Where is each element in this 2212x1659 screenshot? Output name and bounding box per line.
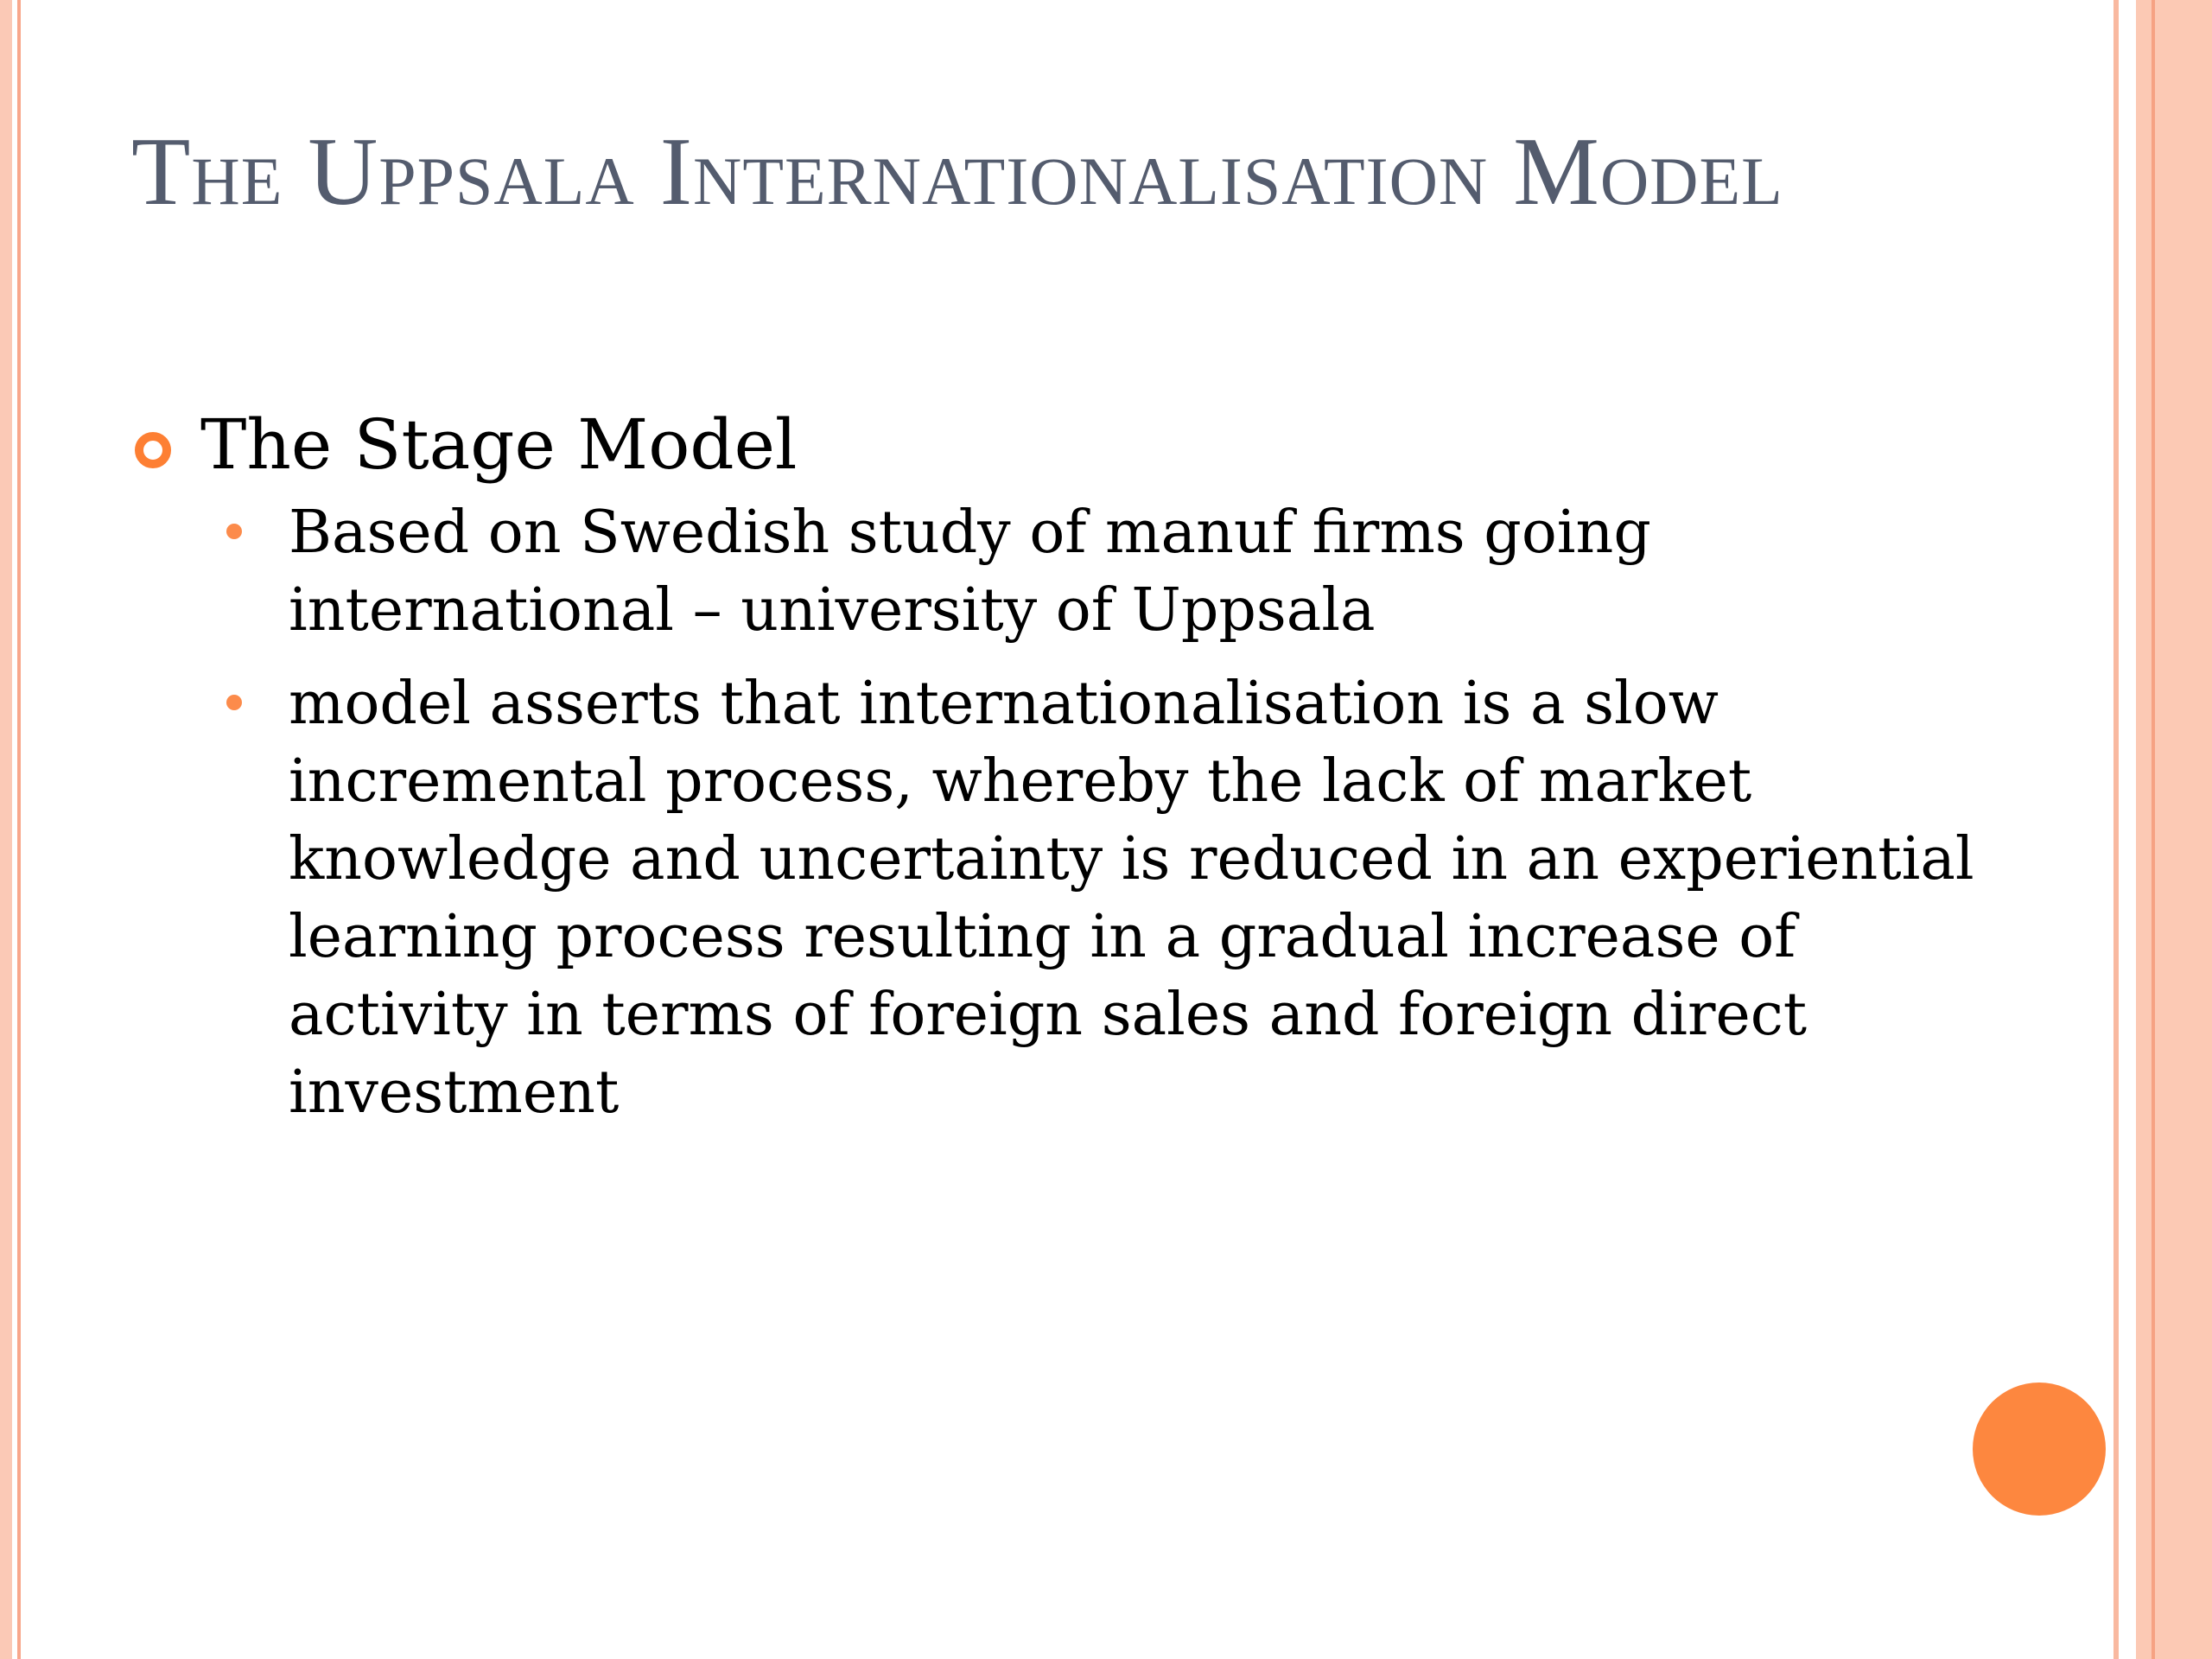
slide-body xyxy=(131,397,2032,1132)
sub-bullet-text: model asserts that internationalisation is a slow incremental process, whereby the lack of market knowledge and uncertainty is reduced in an experiential learning process resulting in a gradual increase of activity in terms of foreign sales and foreign direct investment xyxy=(289,670,1974,1127)
sub-bullet-text: Based on Swedish study of manuf firms going international – university of Uppsala xyxy=(289,499,1651,645)
ring-bullet-icon xyxy=(135,432,171,468)
right-decorative-band xyxy=(2136,0,2212,1659)
right-decorative-inner-line xyxy=(2152,0,2155,1659)
bullet-level-1 xyxy=(131,397,2032,493)
orange-circle-decoration xyxy=(1973,1382,2106,1516)
dot-bullet-icon xyxy=(226,524,242,539)
left-decorative-band xyxy=(0,0,12,1659)
slide-title: The Uppsala Internationalisation Model xyxy=(131,118,1783,226)
left-decorative-line xyxy=(17,0,21,1659)
sub-bullet xyxy=(131,494,2032,650)
bullet-level-1-text: The Stage Model xyxy=(200,404,798,485)
sub-bullet xyxy=(131,665,2032,1132)
right-decorative-gap xyxy=(2119,0,2136,1659)
dot-bullet-icon xyxy=(226,695,242,710)
